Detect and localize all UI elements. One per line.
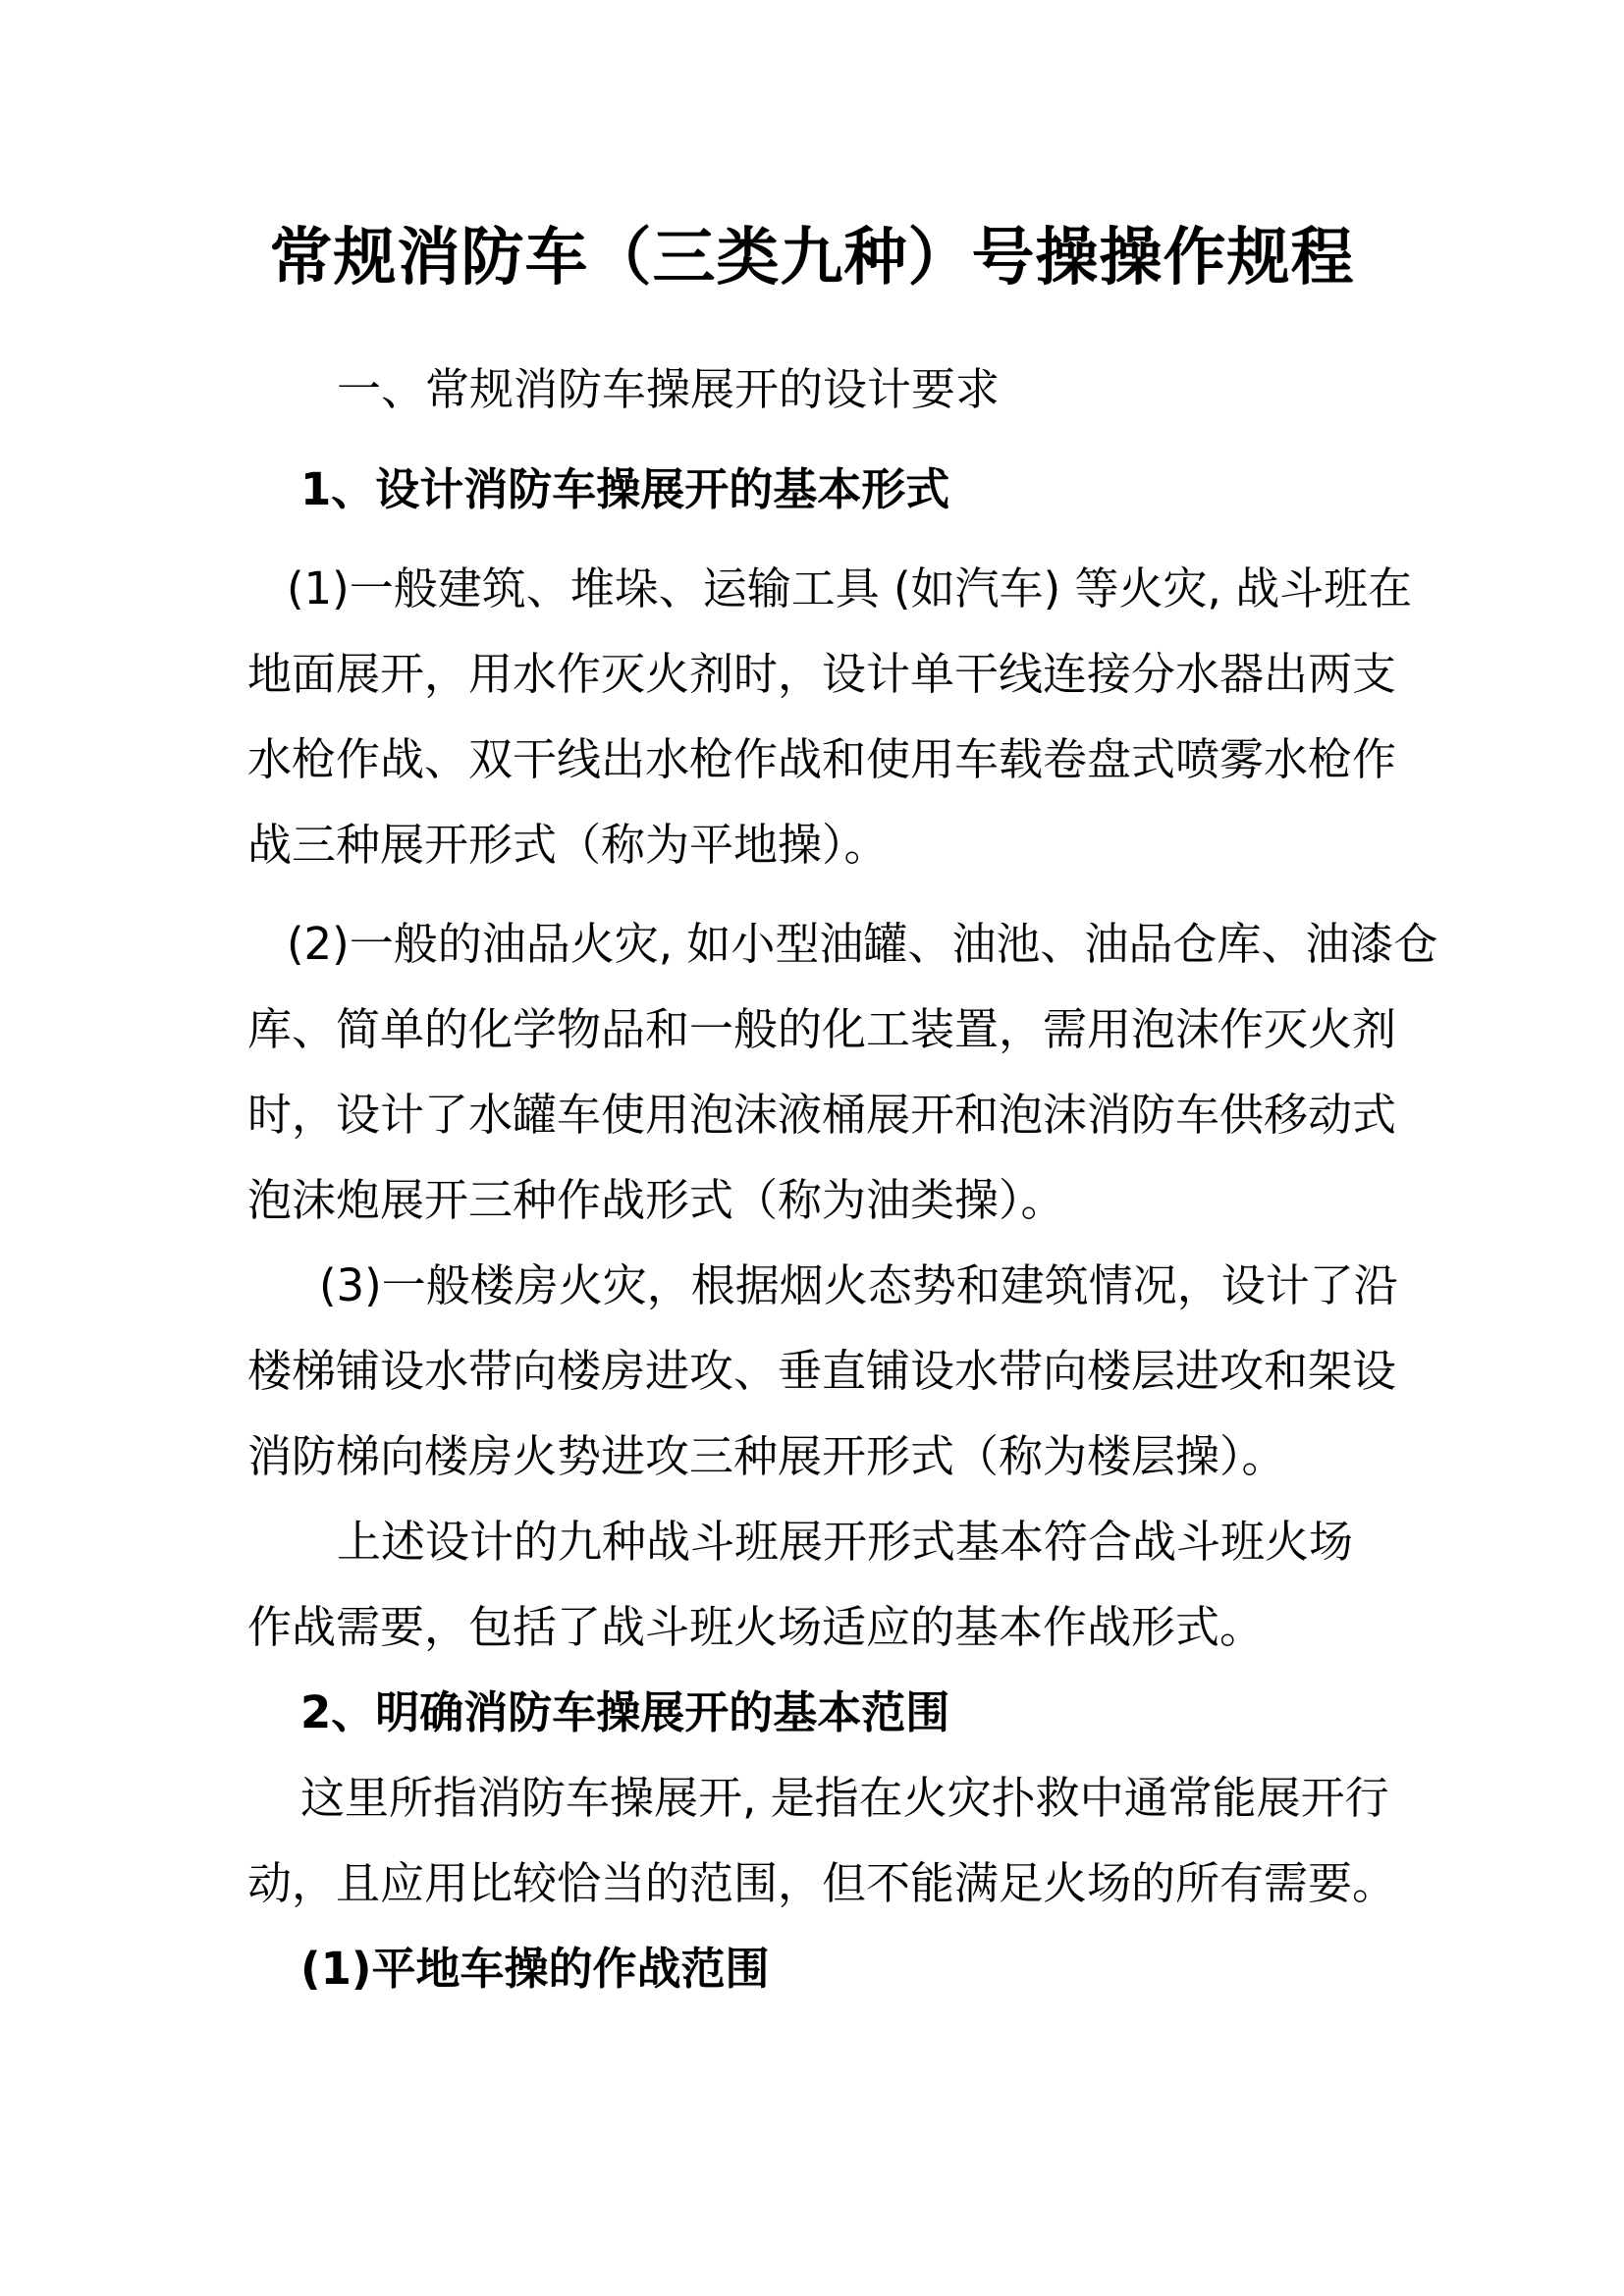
paragraph-flat-ground-line-4: 战三种展开形式（称为平地操）。 bbox=[247, 819, 889, 871]
paragraph-summary-line-2: 作战需要，包括了战斗班火场适应的基本作战形式。 bbox=[247, 1601, 1265, 1653]
subsection-heading-scope: 2、明确消防车操展开的基本范围 bbox=[300, 1686, 950, 1738]
subsection-heading-forms: 1、设计消防车操展开的基本形式 bbox=[300, 463, 950, 515]
paragraph-building-line-2: 楼梯铺设水带向楼房进攻、垂直铺设水带向楼层进攻和架设 bbox=[247, 1345, 1397, 1397]
paragraph-oil-line-2: 库、简单的化学物品和一般的化工装置，需用泡沫作灭火剂 bbox=[247, 1003, 1397, 1055]
paragraph-summary-line-1: 上述设计的九种战斗班展开形式基本符合战斗班火场 bbox=[337, 1516, 1354, 1568]
section-heading: 一、常规消防车操展开的设计要求 bbox=[337, 363, 1001, 415]
paragraph-flat-ground-line-1: (1)一般建筑、堆垛、运输工具 (如汽车) 等火灾, 战斗班在 bbox=[287, 562, 1413, 614]
paragraph-flat-ground-line-3: 水枪作战、双干线出水枪作战和使用车载卷盘式喷雾水枪作 bbox=[247, 733, 1397, 785]
subsection-heading-flat-ground-scope: (1)平地车操的作战范围 bbox=[300, 1943, 770, 1995]
paragraph-building-line-3: 消防梯向楼房火势进攻三种展开形式（称为楼层操）。 bbox=[247, 1430, 1286, 1482]
paragraph-building-line-1: (3)一般楼房火灾，根据烟火态势和建筑情况，设计了沿 bbox=[319, 1259, 1398, 1311]
paragraph-oil-line-1: (2)一般的油品火灾, 如小型油罐、油池、油品仓库、油漆仓 bbox=[287, 918, 1438, 970]
document-title: 常规消防车（三类九种）号操操作规程 bbox=[269, 222, 1355, 294]
paragraph-scope-line-1: 这里所指消防车操展开, 是指在火灾扑救中通常能展开行 bbox=[300, 1772, 1389, 1824]
paragraph-scope-line-2: 动，且应用比较恰当的范围，但不能满足火场的所有需要。 bbox=[247, 1857, 1397, 1909]
paragraph-flat-ground-line-2: 地面展开，用水作灭火剂时，设计单干线连接分水器出两支 bbox=[247, 648, 1397, 700]
paragraph-oil-line-3: 时，设计了水罐车使用泡沫液桶展开和泡沫消防车供移动式 bbox=[247, 1089, 1397, 1141]
paragraph-oil-line-4: 泡沫炮展开三种作战形式（称为油类操）。 bbox=[247, 1174, 1065, 1226]
